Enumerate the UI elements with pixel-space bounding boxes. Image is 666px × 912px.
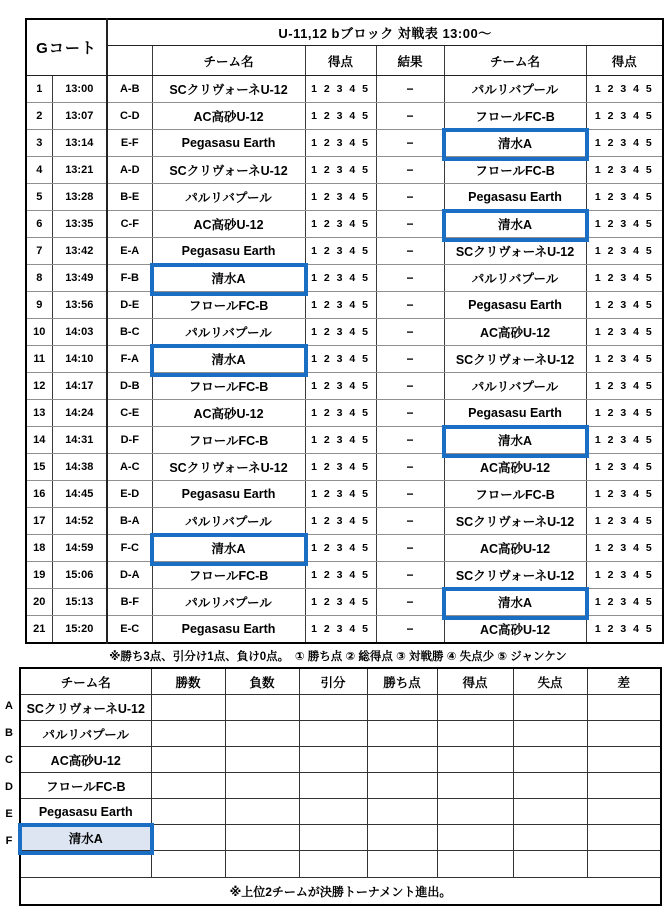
match-row <box>26 562 663 589</box>
pairing-code: E-A <box>107 238 152 265</box>
home-team-cell: パルリバプール <box>152 319 305 346</box>
home-team-cell: SCクリヴォーネU-12 <box>152 76 305 103</box>
home-team-cell: 清水A <box>152 265 305 292</box>
pairing-code: E-C <box>107 616 152 644</box>
standings-header-draws: 引分 <box>299 668 367 695</box>
match-row <box>26 103 663 130</box>
result-cell: − <box>376 589 444 616</box>
away-score-header: 得点 <box>586 46 663 76</box>
row-number: 4 <box>26 157 52 184</box>
row-number: 18 <box>26 535 52 562</box>
home-score-cell: 1 2 3 4 5 <box>305 616 376 644</box>
result-cell: − <box>376 130 444 157</box>
row-number: 14 <box>26 427 52 454</box>
pairing-code: E-D <box>107 481 152 508</box>
away-score-cell: 1 2 3 4 5 <box>586 265 663 292</box>
match-row <box>26 76 663 103</box>
standings-losses-cell <box>225 773 299 799</box>
away-score-cell: 1 2 3 4 5 <box>586 238 663 265</box>
standings-header-team: チーム名 <box>20 668 151 695</box>
match-row <box>26 130 663 157</box>
home-score-header: 得点 <box>305 46 376 76</box>
standings-draws-cell <box>299 799 367 825</box>
row-number: 12 <box>26 373 52 400</box>
kickoff-time: 13:49 <box>52 265 107 292</box>
standings-row <box>20 695 661 721</box>
standings-row <box>20 747 661 773</box>
pairing-code: C-D <box>107 103 152 130</box>
home-score-cell: 1 2 3 4 5 <box>305 238 376 265</box>
standings-team-cell: Pegasasu Earth <box>20 799 151 825</box>
kickoff-time: 13:42 <box>52 238 107 265</box>
kickoff-time: 14:24 <box>52 400 107 427</box>
pairing-code: A-B <box>107 76 152 103</box>
away-score-cell: 1 2 3 4 5 <box>586 427 663 454</box>
row-number: 9 <box>26 292 52 319</box>
row-number: 3 <box>26 130 52 157</box>
result-cell: − <box>376 535 444 562</box>
standings-draws-cell <box>299 747 367 773</box>
away-score-cell: 1 2 3 4 5 <box>586 211 663 238</box>
kickoff-time: 15:06 <box>52 562 107 589</box>
standings-diff-cell <box>587 721 661 747</box>
match-row <box>26 616 663 644</box>
away-team-cell: パルリバプール <box>444 265 586 292</box>
pairing-code: C-E <box>107 400 152 427</box>
result-cell: − <box>376 616 444 644</box>
standings-goals-against-cell <box>513 695 587 721</box>
standings-goals-for-cell <box>437 773 513 799</box>
kickoff-time: 15:13 <box>52 589 107 616</box>
result-cell: − <box>376 481 444 508</box>
row-letter: D <box>5 781 13 793</box>
standings-goals-against-cell <box>513 851 587 878</box>
home-score-cell: 1 2 3 4 5 <box>305 427 376 454</box>
away-score-cell: 1 2 3 4 5 <box>586 130 663 157</box>
pairing-code: F-B <box>107 265 152 292</box>
home-score-cell: 1 2 3 4 5 <box>305 454 376 481</box>
home-score-cell: 1 2 3 4 5 <box>305 400 376 427</box>
standings-wins-cell <box>151 695 225 721</box>
away-score-cell: 1 2 3 4 5 <box>586 346 663 373</box>
pairing-code: D-E <box>107 292 152 319</box>
kickoff-time: 13:14 <box>52 130 107 157</box>
away-team-cell: SCクリヴォーネU-12 <box>444 562 586 589</box>
result-cell: − <box>376 211 444 238</box>
standings-losses-cell <box>225 825 299 851</box>
standings-diff-cell <box>587 695 661 721</box>
away-score-cell: 1 2 3 4 5 <box>586 76 663 103</box>
row-number: 20 <box>26 589 52 616</box>
row-number: 2 <box>26 103 52 130</box>
home-score-cell: 1 2 3 4 5 <box>305 562 376 589</box>
standings-losses-cell <box>225 747 299 773</box>
kickoff-time: 13:00 <box>52 76 107 103</box>
result-cell: − <box>376 400 444 427</box>
match-row <box>26 454 663 481</box>
standings-points-cell <box>367 747 437 773</box>
standings-team-cell: フロールFC-B <box>20 773 151 799</box>
row-number: 21 <box>26 616 52 644</box>
standings-losses-cell <box>225 799 299 825</box>
home-team-cell: Pegasasu Earth <box>152 616 305 644</box>
standings-points-cell <box>367 721 437 747</box>
standings-team-cell: SCクリヴォーネU-12 <box>20 695 151 721</box>
standings-points-cell <box>367 825 437 851</box>
pairing-code: B-E <box>107 184 152 211</box>
result-cell: − <box>376 184 444 211</box>
match-row <box>26 400 663 427</box>
standings-team-cell: AC高砂U-12 <box>20 747 151 773</box>
home-score-cell: 1 2 3 4 5 <box>305 157 376 184</box>
standings-losses-cell <box>225 721 299 747</box>
pairing-code: B-A <box>107 508 152 535</box>
pairing-code: D-B <box>107 373 152 400</box>
home-score-cell: 1 2 3 4 5 <box>305 292 376 319</box>
standings-row <box>20 721 661 747</box>
row-number: 10 <box>26 319 52 346</box>
away-score-cell: 1 2 3 4 5 <box>586 400 663 427</box>
home-team-cell: パルリバプール <box>152 589 305 616</box>
away-team-cell: AC高砂U-12 <box>444 454 586 481</box>
standings-row <box>20 799 661 825</box>
away-team-cell: AC高砂U-12 <box>444 319 586 346</box>
standings-diff-cell <box>587 825 661 851</box>
row-number: 6 <box>26 211 52 238</box>
standings-team-cell: 清水A <box>20 825 151 851</box>
kickoff-time: 15:20 <box>52 616 107 644</box>
standings-diff-cell <box>587 773 661 799</box>
standings-goals-for-cell <box>437 799 513 825</box>
scoring-note: ※勝ち3点、引分け1点、負け0点。 ① 勝ち点 ② 総得点 ③ 対戦勝 ④ 失点少 ⑤ ジャンケン <box>109 651 567 663</box>
home-team-cell: フロールFC-B <box>152 562 305 589</box>
kickoff-time: 14:52 <box>52 508 107 535</box>
standings-draws-cell <box>299 851 367 878</box>
row-number: 11 <box>26 346 52 373</box>
advance-note: ※上位2チームが決勝トーナメント進出。 <box>20 878 661 906</box>
match-row <box>26 184 663 211</box>
result-cell: − <box>376 508 444 535</box>
row-letter: A <box>5 700 13 712</box>
standings-team-cell: パルリバプール <box>20 721 151 747</box>
home-team-cell: Pegasasu Earth <box>152 130 305 157</box>
standings-losses-cell <box>225 851 299 878</box>
pairing-code: F-A <box>107 346 152 373</box>
kickoff-time: 13:21 <box>52 157 107 184</box>
row-letter: F <box>5 835 13 847</box>
row-number: 13 <box>26 400 52 427</box>
result-cell: − <box>376 319 444 346</box>
standings-header-wins: 勝数 <box>151 668 225 695</box>
away-score-cell: 1 2 3 4 5 <box>586 616 663 644</box>
home-team-header: チーム名 <box>152 46 305 76</box>
away-team-cell: パルリバプール <box>444 373 586 400</box>
away-team-cell: SCクリヴォーネU-12 <box>444 238 586 265</box>
home-team-cell: AC高砂U-12 <box>152 211 305 238</box>
match-row <box>26 508 663 535</box>
home-team-cell: フロールFC-B <box>152 292 305 319</box>
result-header: 結果 <box>376 46 444 76</box>
match-row <box>26 265 663 292</box>
standings-table <box>19 667 662 906</box>
result-cell: − <box>376 346 444 373</box>
row-letter: B <box>5 727 13 739</box>
home-team-cell: フロールFC-B <box>152 427 305 454</box>
row-number: 8 <box>26 265 52 292</box>
row-number: 7 <box>26 238 52 265</box>
home-score-cell: 1 2 3 4 5 <box>305 265 376 292</box>
standings-wins-cell <box>151 799 225 825</box>
standings-goals-against-cell <box>513 747 587 773</box>
standings-losses-cell <box>225 695 299 721</box>
away-team-cell: SCクリヴォーネU-12 <box>444 346 586 373</box>
home-team-cell: パルリバプール <box>152 508 305 535</box>
standings-row <box>20 825 661 851</box>
home-score-cell: 1 2 3 4 5 <box>305 535 376 562</box>
home-score-cell: 1 2 3 4 5 <box>305 76 376 103</box>
match-row <box>26 589 663 616</box>
standings-draws-cell <box>299 695 367 721</box>
kickoff-time: 14:31 <box>52 427 107 454</box>
home-score-cell: 1 2 3 4 5 <box>305 103 376 130</box>
home-score-cell: 1 2 3 4 5 <box>305 346 376 373</box>
away-team-cell: Pegasasu Earth <box>444 292 586 319</box>
home-team-cell: AC高砂U-12 <box>152 103 305 130</box>
away-score-cell: 1 2 3 4 5 <box>586 535 663 562</box>
standings-header-goals-against: 失点 <box>513 668 587 695</box>
pairing-code: C-F <box>107 211 152 238</box>
away-team-cell: フロールFC-B <box>444 103 586 130</box>
away-team-cell: Pegasasu Earth <box>444 184 586 211</box>
pairing-code: B-F <box>107 589 152 616</box>
away-team-cell: フロールFC-B <box>444 157 586 184</box>
row-number: 17 <box>26 508 52 535</box>
kickoff-time: 13:28 <box>52 184 107 211</box>
standings-row <box>20 773 661 799</box>
match-row <box>26 211 663 238</box>
standings-goals-against-cell <box>513 721 587 747</box>
away-team-cell: パルリバプール <box>444 76 586 103</box>
kickoff-time: 14:03 <box>52 319 107 346</box>
match-row <box>26 346 663 373</box>
home-team-cell: 清水A <box>152 346 305 373</box>
away-team-header: チーム名 <box>444 46 586 76</box>
match-rows <box>26 76 663 644</box>
home-team-cell: AC高砂U-12 <box>152 400 305 427</box>
pairing-code: A-C <box>107 454 152 481</box>
home-score-cell: 1 2 3 4 5 <box>305 319 376 346</box>
standings-diff-cell <box>587 851 661 878</box>
result-cell: − <box>376 427 444 454</box>
home-team-cell: Pegasasu Earth <box>152 238 305 265</box>
away-score-cell: 1 2 3 4 5 <box>586 589 663 616</box>
standings-empty-row <box>20 851 661 878</box>
standings-goals-for-cell <box>437 825 513 851</box>
kickoff-time: 14:59 <box>52 535 107 562</box>
standings-diff-cell <box>587 799 661 825</box>
standings-points-cell <box>367 799 437 825</box>
result-cell: − <box>376 562 444 589</box>
away-team-cell: 清水A <box>444 130 586 157</box>
away-team-cell: 清水A <box>444 427 586 454</box>
pairing-header-cell <box>107 46 152 76</box>
home-team-cell: 清水A <box>152 535 305 562</box>
match-schedule-table <box>25 18 664 644</box>
pairing-code: B-C <box>107 319 152 346</box>
standings-wins-cell <box>151 851 225 878</box>
result-cell: − <box>376 238 444 265</box>
pairing-code: D-F <box>107 427 152 454</box>
result-cell: − <box>376 454 444 481</box>
standings-header-goals-for: 得点 <box>437 668 513 695</box>
match-row <box>26 238 663 265</box>
standings-draws-cell <box>299 721 367 747</box>
away-team-cell: 清水A <box>444 589 586 616</box>
away-score-cell: 1 2 3 4 5 <box>586 481 663 508</box>
away-team-cell: フロールFC-B <box>444 481 586 508</box>
row-number: 19 <box>26 562 52 589</box>
result-cell: − <box>376 292 444 319</box>
standings-wins-cell <box>151 721 225 747</box>
standings-draws-cell <box>299 825 367 851</box>
standings-wins-cell <box>151 773 225 799</box>
row-letter: E <box>5 808 13 820</box>
standings-goals-against-cell <box>513 799 587 825</box>
match-row <box>26 373 663 400</box>
row-number: 16 <box>26 481 52 508</box>
standings-goals-against-cell <box>513 825 587 851</box>
home-team-cell: パルリバプール <box>152 184 305 211</box>
away-score-cell: 1 2 3 4 5 <box>586 508 663 535</box>
standings-header-row <box>20 668 661 695</box>
away-score-cell: 1 2 3 4 5 <box>586 184 663 211</box>
home-team-cell: SCクリヴォーネU-12 <box>152 157 305 184</box>
pairing-code: E-F <box>107 130 152 157</box>
away-score-cell: 1 2 3 4 5 <box>586 157 663 184</box>
kickoff-time: 14:17 <box>52 373 107 400</box>
result-cell: − <box>376 265 444 292</box>
away-team-cell: Pegasasu Earth <box>444 400 586 427</box>
match-row <box>26 292 663 319</box>
standings-points-cell <box>367 695 437 721</box>
result-cell: − <box>376 103 444 130</box>
standings-goals-for-cell <box>437 695 513 721</box>
standings-diff-cell <box>587 747 661 773</box>
home-team-cell: フロールFC-B <box>152 373 305 400</box>
away-score-cell: 1 2 3 4 5 <box>586 562 663 589</box>
kickoff-time: 13:35 <box>52 211 107 238</box>
standings-goals-for-cell <box>437 721 513 747</box>
away-score-cell: 1 2 3 4 5 <box>586 454 663 481</box>
row-number: 1 <box>26 76 52 103</box>
kickoff-time: 14:45 <box>52 481 107 508</box>
standings-goals-for-cell <box>437 851 513 878</box>
standings-wins-cell <box>151 825 225 851</box>
home-team-cell: Pegasasu Earth <box>152 481 305 508</box>
kickoff-time: 13:56 <box>52 292 107 319</box>
block-title: U-11,12 bブロック 対戦表 13:00～ <box>107 19 663 46</box>
home-score-cell: 1 2 3 4 5 <box>305 589 376 616</box>
away-score-cell: 1 2 3 4 5 <box>586 103 663 130</box>
result-cell: − <box>376 373 444 400</box>
standings-points-cell <box>367 773 437 799</box>
result-cell: − <box>376 76 444 103</box>
court-label: Gコート <box>26 19 107 76</box>
standings-points-cell <box>367 851 437 878</box>
standings-rows <box>20 695 661 878</box>
pairing-code: A-D <box>107 157 152 184</box>
home-score-cell: 1 2 3 4 5 <box>305 211 376 238</box>
row-number: 5 <box>26 184 52 211</box>
away-score-cell: 1 2 3 4 5 <box>586 319 663 346</box>
standings-goals-against-cell <box>513 773 587 799</box>
away-score-cell: 1 2 3 4 5 <box>586 292 663 319</box>
home-team-cell: SCクリヴォーネU-12 <box>152 454 305 481</box>
home-score-cell: 1 2 3 4 5 <box>305 481 376 508</box>
kickoff-time: 13:07 <box>52 103 107 130</box>
match-row <box>26 535 663 562</box>
away-team-cell: SCクリヴォーネU-12 <box>444 508 586 535</box>
standings-team-cell <box>20 851 151 878</box>
away-team-cell: 清水A <box>444 211 586 238</box>
match-row <box>26 481 663 508</box>
home-score-cell: 1 2 3 4 5 <box>305 130 376 157</box>
row-number: 15 <box>26 454 52 481</box>
row-letter: C <box>5 754 13 766</box>
home-score-cell: 1 2 3 4 5 <box>305 184 376 211</box>
result-cell: − <box>376 157 444 184</box>
standings-wins-cell <box>151 747 225 773</box>
standings-goals-for-cell <box>437 747 513 773</box>
match-row <box>26 319 663 346</box>
away-score-cell: 1 2 3 4 5 <box>586 373 663 400</box>
standings-header-diff: 差 <box>587 668 661 695</box>
standings-header-losses: 負数 <box>225 668 299 695</box>
kickoff-time: 14:10 <box>52 346 107 373</box>
standings-draws-cell <box>299 773 367 799</box>
away-team-cell: AC高砂U-12 <box>444 535 586 562</box>
match-row <box>26 427 663 454</box>
kickoff-time: 14:38 <box>52 454 107 481</box>
home-score-cell: 1 2 3 4 5 <box>305 508 376 535</box>
away-team-cell: AC高砂U-12 <box>444 616 586 644</box>
standings-header-points: 勝ち点 <box>367 668 437 695</box>
pairing-code: F-C <box>107 535 152 562</box>
pairing-code: D-A <box>107 562 152 589</box>
match-row <box>26 157 663 184</box>
home-score-cell: 1 2 3 4 5 <box>305 373 376 400</box>
